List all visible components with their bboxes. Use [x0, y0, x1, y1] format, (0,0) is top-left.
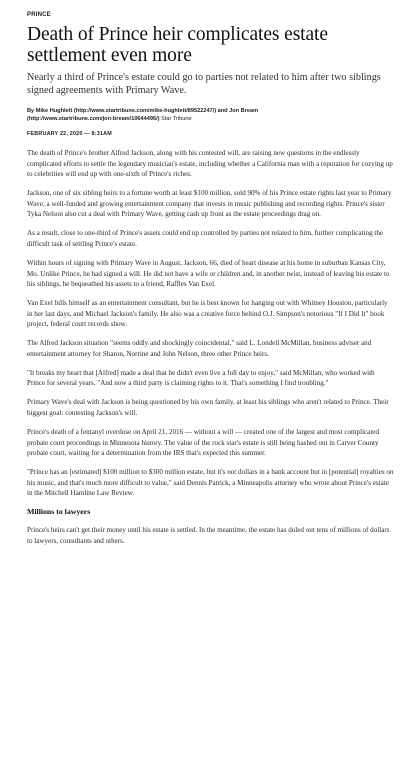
- body-paragraph: "Prince has an [estimated] $100 million to $300 million estate, but it's not dollars in a bank account but in [potential] royalties on his music, and that's much more difficult to value," said Dennis Patrick, a Minneapolis attorney who wrote about Prince's estate in the Mitchell Hamline Law Review.: [27, 468, 394, 498]
- byline-authors[interactable]: By Mike Hughlett (http://www.startribune.com/mike-hughlett/89522247/) and Jon Bream: [27, 108, 259, 114]
- byline-publication: Star Tribune: [159, 115, 192, 122]
- body-paragraph: As a result, close to one-third of Prince's assets could end up controlled by parties not related to him, further complicating the difficult task of settling Prince's estate.: [27, 229, 384, 248]
- dateline: FEBRUARY 22, 2020 — 8:31AM: [27, 131, 112, 137]
- section-label[interactable]: PRINCE: [27, 12, 51, 18]
- body-paragraph: Jackson, one of six sibling heirs to a fortune worth at least $100 million, sold 90% of his Prince estate rights last year to Primary Wave, a well-funded and growing entertainment company that invests in music publishing and recording rights. Prince's sister Tyka Nelson also cut a deal with Primary Wave, getting cash up front as the estate proceedings drag on.: [27, 189, 392, 219]
- body-paragraph: The death of Prince's brother Alfred Jackson, along with his contested will, are raising new questions in the endlessly complicated efforts to settle the legendary musician's estate, including whether a California man with a reputation for cozying up to celebrities will end up with one-sixth of Prince's riches.: [27, 149, 393, 179]
- body-paragraph: Van Exel bills himself as an entertainment consultant, but he is best known for hanging out with Whitney Houston, particularly in her last days, and Michael Jackson's family. He also was a creative force behind O.J. Simpson's notorious "If I Did It" book project, federal court records show.: [27, 299, 388, 329]
- article-headline: Death of Prince heir complicates estate settlement even more: [27, 24, 328, 66]
- body-paragraph: The Alfred Jackson situation "seems oddly and shockingly coincidental," said L. Londell McMillan, business adviser and entertainment attorney for Sharon, Norrine and John Nelson, three other Prince heirs.: [27, 339, 372, 358]
- body-paragraph: "It breaks my heart that [Alfred] made a deal that he didn't even live a full day to enjoy," said McMillan, who worked with Prince for several years. "And now a third party is claiming rights to it. That's something I find troubling.": [27, 368, 375, 388]
- byline-author-link[interactable]: (http://www.startribune.com/jon-bream/10644496/): [27, 115, 160, 122]
- body-paragraph: Prince's heirs can't get their money until his estate is settled. In the meantime, the estate has doled out tens of millions of dollars to lawyers, consultants and others.: [27, 526, 390, 545]
- byline: [27, 108, 394, 123]
- article-body: [27, 148, 394, 547]
- body-paragraph: Within hours of signing with Primary Wave in August, Jackson, 66, died of heart disease at his home in suburban Kansas City, Mo. Unlike Prince, he had signed a will. He did not have a wife or children and, in another twist, instead of leaving his estate to his siblings, he bequeathed his assets to a friend, Raffles Van Exel.: [27, 258, 390, 289]
- section-subhead: Millions to lawyers: [27, 507, 91, 517]
- body-paragraph: Primary Wave's deal with Jackson is being questioned by his own family, at least his siblings who aren't related to Prince. Their biggest goal: contesting Jackson's will.: [27, 398, 389, 418]
- article-deck: Nearly a third of Prince's estate could go to parties not related to him after two siblings signed agreements with Primary Wave.: [27, 72, 381, 96]
- body-paragraph: Prince's death of a fentanyl overdose on April 21, 2016 — without a will — created one of the largest and most complicated probate court proceedings in Minnesota history. The value of the rock star's estate is still being hashed out in Carver County probate court, waiting for a determination from the IRS that's expected this summer.: [27, 428, 379, 458]
